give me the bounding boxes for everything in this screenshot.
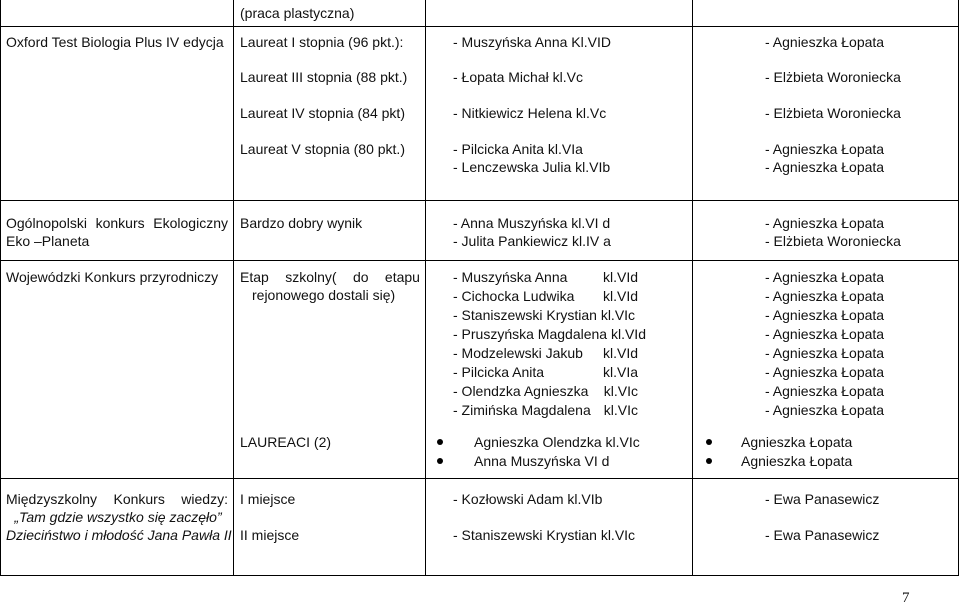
miedzyszkolny-student-2: - Staniszewski Krystian kl.VIc <box>453 527 636 543</box>
miedzyszkolny-student-1: - Kozłowski Adam kl.VIb <box>453 491 603 507</box>
miedzyszkolny-competition-line1 <box>6 490 228 508</box>
wojewodzki-student <box>453 268 638 286</box>
miedzyszkolny-word-2: Konkurs <box>113 491 165 507</box>
oxford-teacher-4b: - Agnieszka Łopata <box>765 159 885 175</box>
bullet-icon <box>706 439 712 445</box>
eko-teacher-1: - Agnieszka Łopata <box>765 215 885 231</box>
wojewodzki-student-name: - Zimińska Magdalena <box>453 402 591 418</box>
wojewodzki-result-word-4: etapu <box>384 269 420 285</box>
oxford-competition-name: Oxford Test Biologia Plus IV edycja <box>6 34 224 50</box>
eko-result: Bardzo dobry wynik <box>240 215 363 231</box>
miedzyszkolny-result-2: II miejsce <box>240 527 300 543</box>
table-column-divider-1 <box>233 0 234 576</box>
wojewodzki-student-class: kl.VIc <box>603 383 638 399</box>
wojewodzki-student-class: kl.VIa <box>602 364 638 380</box>
wojewodzki-competition-name: Wojewódzki Konkurs przyrodniczy <box>6 269 219 285</box>
eko-student-1: - Anna Muszyńska kl.VI d <box>453 215 611 231</box>
wojewodzki-teacher: - Agnieszka Łopata <box>765 402 885 418</box>
oxford-student-2: - Łopata Michał kl.Vc <box>453 69 583 85</box>
wojewodzki-teacher: - Agnieszka Łopata <box>765 307 885 323</box>
wojewodzki-student-name: - Modzelewski Jakub <box>453 345 583 361</box>
miedzyszkolny-teacher-1: - Ewa Panasewicz <box>765 491 880 507</box>
wojewodzki-teacher: - Agnieszka Łopata <box>765 345 885 361</box>
table-column-divider-3 <box>692 0 693 576</box>
miedzyszkolny-teacher-2: - Ewa Panasewicz <box>765 527 880 543</box>
wojewodzki-teacher: - Agnieszka Łopata <box>765 383 885 399</box>
eko-student-2: - Julita Pankiewicz kl.IV a <box>453 233 611 249</box>
wojewodzki-student <box>453 306 638 324</box>
eko-word-1: Ogólnopolski <box>6 215 87 231</box>
laureaci-label: LAUREACI (2) <box>240 434 332 450</box>
oxford-teacher-2: - Elżbieta Woroniecka <box>765 69 901 85</box>
bullet-icon <box>706 458 712 464</box>
laureaci-teacher-1: Agnieszka Łopata <box>741 434 853 450</box>
laureaci-teacher-2: Agnieszka Łopata <box>741 453 853 469</box>
table-column-divider-2 <box>425 0 426 576</box>
oxford-student-4b: - Lenczewska Julia kl.VIb <box>453 159 611 175</box>
table-row-divider-eko <box>0 260 959 261</box>
wojewodzki-student-name: - Pruszyńska Magdalena kl.VId <box>453 326 646 342</box>
miedzyszkolny-competition-line2: „Tam gdzie wszystko się zaczęło” <box>14 509 222 525</box>
eko-competition-line1 <box>6 214 228 232</box>
oxford-result-4: Laureat V stopnia (80 pkt.) <box>240 141 405 157</box>
laureaci-student-2: Anna Muszyńska VI d <box>474 453 610 469</box>
wojewodzki-student <box>453 401 638 419</box>
eko-competition-line2: Eko –Planeta <box>6 233 90 249</box>
miedzyszkolny-result-1: I miejsce <box>240 491 296 507</box>
table-row-divider-oxford <box>0 200 959 201</box>
wojewodzki-teacher: - Agnieszka Łopata <box>765 326 885 342</box>
wojewodzki-result-word-2: szkolny( <box>285 269 337 285</box>
wojewodzki-result-line1 <box>240 268 420 286</box>
page-number: 7 <box>902 590 910 606</box>
oxford-student-4a: - Pilcicka Anita kl.VIa <box>453 141 583 157</box>
wojewodzki-student-name: - Staniszewski Krystian kl.VIc <box>453 307 636 323</box>
wojewodzki-student-name: - Pilcicka Anita <box>453 364 545 380</box>
wojewodzki-teacher: - Agnieszka Łopata <box>765 288 885 304</box>
table-row-divider-wojewodzki <box>0 478 959 479</box>
table-bottom-border <box>0 575 959 576</box>
wojewodzki-student-class: kl.VId <box>602 269 638 285</box>
wojewodzki-student <box>453 325 646 343</box>
wojewodzki-student <box>453 382 638 400</box>
oxford-result-2: Laureat III stopnia (88 pkt.) <box>240 69 408 85</box>
oxford-student-1: - Muszyńska Anna Kl.VID <box>453 34 611 50</box>
wojewodzki-student-class: kl.VId <box>602 288 638 304</box>
eko-word-2: konkurs <box>95 215 145 231</box>
continuation-note: (praca plastyczna) <box>240 5 355 21</box>
laureaci-student-1: Agnieszka Olendzka kl.VIc <box>474 434 640 450</box>
eko-word-3: Ekologiczny <box>153 215 228 231</box>
wojewodzki-student <box>453 344 638 362</box>
wojewodzki-teacher: - Agnieszka Łopata <box>765 269 885 285</box>
table-row-divider-top <box>0 26 959 27</box>
oxford-result-1: Laureat I stopnia (96 pkt.): <box>240 34 404 50</box>
eko-teacher-2: - Elżbieta Woroniecka <box>765 233 901 249</box>
oxford-teacher-1: - Agnieszka Łopata <box>765 34 885 50</box>
miedzyszkolny-word-3: wiedzy: <box>181 491 228 507</box>
wojewodzki-result-line2: rejonowego dostali się) <box>252 287 396 303</box>
wojewodzki-result-word-1: Etap <box>240 269 269 285</box>
wojewodzki-student-name: - Olendzka Agnieszka <box>453 383 589 399</box>
oxford-teacher-3: - Elżbieta Woroniecka <box>765 105 901 121</box>
oxford-result-3: Laureat IV stopnia (84 pkt) <box>240 105 405 121</box>
wojewodzki-student <box>453 363 638 381</box>
oxford-student-3: - Nitkiewicz Helena kl.Vc <box>453 105 607 121</box>
miedzyszkolny-competition-line3: Dzieciństwo i młodość Jana Pawła II <box>6 527 232 543</box>
wojewodzki-student-class: kl.VIc <box>603 402 638 418</box>
wojewodzki-result-word-3: do <box>352 269 369 285</box>
table-left-border <box>0 0 1 576</box>
bullet-icon <box>437 458 443 464</box>
wojewodzki-teacher: - Agnieszka Łopata <box>765 364 885 380</box>
wojewodzki-student-name: - Muszyńska Anna <box>453 269 568 285</box>
wojewodzki-student-class: kl.VId <box>602 345 638 361</box>
wojewodzki-student <box>453 287 638 305</box>
wojewodzki-student-name: - Cichocka Ludwika <box>453 288 575 304</box>
oxford-teacher-4a: - Agnieszka Łopata <box>765 141 885 157</box>
miedzyszkolny-word-1: Międzyszkolny <box>6 491 98 507</box>
bullet-icon <box>437 439 443 445</box>
